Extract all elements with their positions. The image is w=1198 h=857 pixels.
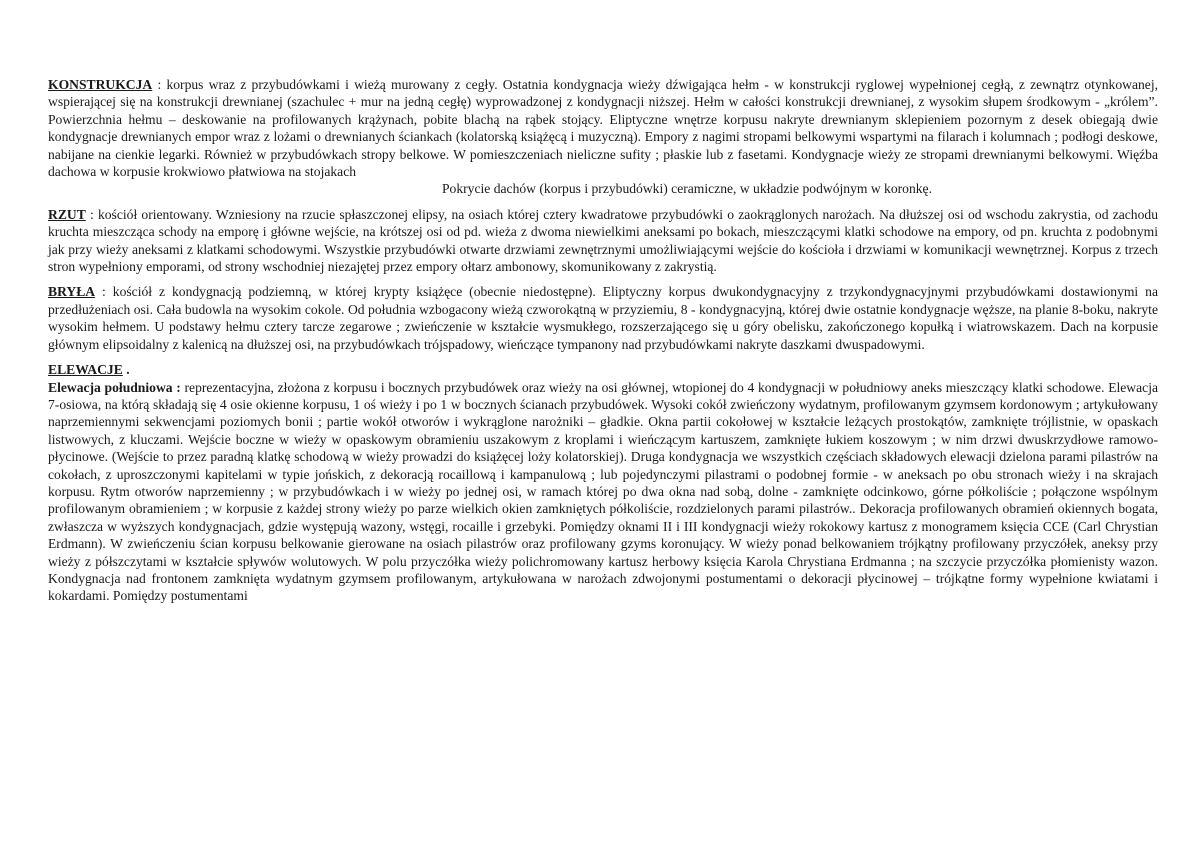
elewacja-poludniowa-text: reprezentacyjna, złożona z korpusu i bocznych przybudówek oraz wieży na osi głównej, wtopionej do 4 kondygnacji w południowy aneks mieszczący klatki schodowe. Elewacja 7-osiowa, na którą składają się 4 osie okienne korpusu, 1 oś wieży i po 1 w bocznych ścianach przybudówek. Wysoki cokół zwieńczony wydatnym, profilowanym gzymsem kordonowym ; artykułowany naprzemiennymi sekwencjami poziomych bonii ; partie wokół otworów i wykrąglone narożniki – gładkie. Okna partii cokołowej w kształcie leżących prostokątów, zamknięte trójlistnie, w opaskach listwowych, z kluczami. Wejście boczne w wieży w opaskowym obramieniu uszakowym z kroplami i wieńczącym kartuszem, zamknięte łukiem koszowym ; w nim drzwi dwuskrzydłowe ramowo-płycinowe. (Wejście to przez paradną klatkę schodową w wieży prowadzi do książęcej loży kolatorskiej). Druga kondygnacja we wszystkich częściach składowych elewacji dzielona parami pilastrów na cokołach, z uproszczonymi kapitelami w typie jońskich, z dekoracją rocaillową i kampanulową ; lub pojedynczymi pilastrami o podobnej formie - w aneksach po obu stronach wieży i na skrajach korpusu. Rytm otworów naprzemienny ; w przybudówkach i w wieży po jednej osi, w ramach której po dwa okna nad sobą, dolne - zamknięte odcinkowo, górne półkoliście ; połączone wspólnym profilowanym obramieniem ; w korpusie z każdej strony wieży po parze wielkich okien zamkniętych półkoliście, rozdzielonych parami pilastrów.. Dekoracja profilowanych obramień okiennych bogata, zwłaszcza w wyższych kondygnacjach, gdzie występują wazony, wstęgi, rocaille i grzebyki. Pomiędzy oknami II i III kondygnacji wieży rokokowy kartusz z monogramem księcia CCE (Carl Chrystian Erdmann). W zwieńczeniu ścian korpusu belkowanie gierowane na osiach pilastrów oraz profilowany gzyms koronujący. W wieży ponad belkowaniem trójkątny profilowany przyczółek, aneksy przy wieży z półszczytami w kształcie spływów wolutowych. W polu przyczółka wieży polichromowany kartusz herbowy księcia Karola Chrystiana Erdmanna ; na szczycie przyczółka płomienisty wazon. Kondygnacja nad frontonem zamknięta wydatnym gzymsem profilowanym, artykułowana w narożach zdwojonymi postumentami o dekoracji płycinowej – trójkątne formy wypełnione kwiatami i kokardami. Pomiędzy postumentami xyxy=(48,379,1159,604)
heading-elewacje-suffix: . xyxy=(122,362,130,378)
separator: : xyxy=(172,379,185,395)
heading-konstrukcja: KONSTRUKCJA xyxy=(48,77,153,92)
separator: : xyxy=(85,206,98,222)
separator: : xyxy=(152,77,167,92)
rzut-text: kościół orientowany. Wzniesiony na rzucie spłaszczonej elipsy, na osiach której cztery kwadratowe przybudówki o zaokrąglonych narożach. Na dłuższej osi od wschodu zakrystia, od zachodu kruchta mieszcząca schody na emporę i główne wejście, na krótszej osi od pd. wieża z dwoma niewielkimi aneksami po bokach, mieszczącymi klatki schodowe na empory, od pn. kruchta z podobnymi jak przy wieży aneksami z klatkami schodowymi. Wszystkie przybudówki otwarte drzwiami zewnętrznymi umożliwiającymi wejście do kościoła i drzwiami w komunikacji wewnętrznej. Korpus z trzech stron wypełniony emporami, od strony wschodniej niezajętej przez empory ołtarz ambonowy, skomunikowany z zakrystią. xyxy=(48,206,1158,275)
section-elewacja-poludniowa xyxy=(48,379,1158,605)
separator: : xyxy=(95,284,113,300)
heading-elewacja-poludniowa: Elewacja południowa xyxy=(48,379,173,395)
bryla-text: kościół z kondygnacją podziemną, w której krypty książęce (obecnie niedostępne). Eliptyczny korpus dwukondygnacyjny z trzykondygnacyjnymi przybudówkami dostawionymi na przedłużeniach osi. Cała budowla na wysokim cokole. Od południa wzbogacony wieżą czworokątną w przyziemiu, 8 - kondygnacyjną, której dwie ostatnie kondygnacje węższe, na planie 8-boku, nakryte wysokim hełmem. U podstawy hełmu cztery tarcze zegarowe ; zwieńczenie w kształcie wysmukłego, rozszerzającego się u góry obelisku, zakończonego kopułką i wiatrowskazem. Dach na korpusie głównym elipsoidalny z kalenicą na dłuższej osi, na przybudówkach trójspadowy, wieńczące tympanony nad przybudówkami nakryte daszkami dwuspadowymi. xyxy=(48,284,1158,352)
section-bryla xyxy=(48,283,1158,353)
heading-elewacje: ELEWACJE xyxy=(48,362,123,378)
konstrukcja-roof-covering: Pokrycie dachów (korpus i przybudówki) ceramiczne, w układzie podwójnym w koronkę. xyxy=(442,181,932,197)
konstrukcja-text: korpus wraz z przybudówkami i wieżą murowany z cegły. Ostatnia kondygnacja wieży dźwigająca hełm - w konstrukcji ryglowej wypełnionej cegłą, z zewnątrz otynkowanej, wspierającej się na konstrukcji drewnianej (szachulec + mur na jedną cegłę) wyprowadzonej z kondygnacji niższej. Hełm w całości konstrukcji drewnianej, z wysokim słupem środkowym - „królem”. Powierzchnia hełmu – deskowanie na profilowanych krążynach, pobite blachą na rąbek stojący. Eliptyczne wnętrze korpusu nakryte drewnianym sklepieniem pozornym z desek obiegają dwie kondygnacje drewnianych empor wraz z lożami o drewnianych ściankach (kolatorską książęcą i muzyczną). Empory z nagimi stropami belkowymi wspartymi na filarach i kolumnach ; podłogi deskowe, nabijane na cienkie legarki. Również w przybudówkach stropy belkowe. W pomieszczeniach nieliczne sufity ; płaskie lub z fasetami. Kondygnacje wieży ze stropami drewnianymi belkowymi. Więźba dachowa w korpusie krokwiowo płatwiowa na stojakach xyxy=(48,77,1158,180)
section-konstrukcja xyxy=(48,76,1158,198)
section-rzut xyxy=(48,206,1158,276)
heading-bryla: BRYŁA xyxy=(48,284,96,300)
section-elewacje xyxy=(48,361,1158,378)
heading-rzut: RZUT xyxy=(48,206,86,222)
